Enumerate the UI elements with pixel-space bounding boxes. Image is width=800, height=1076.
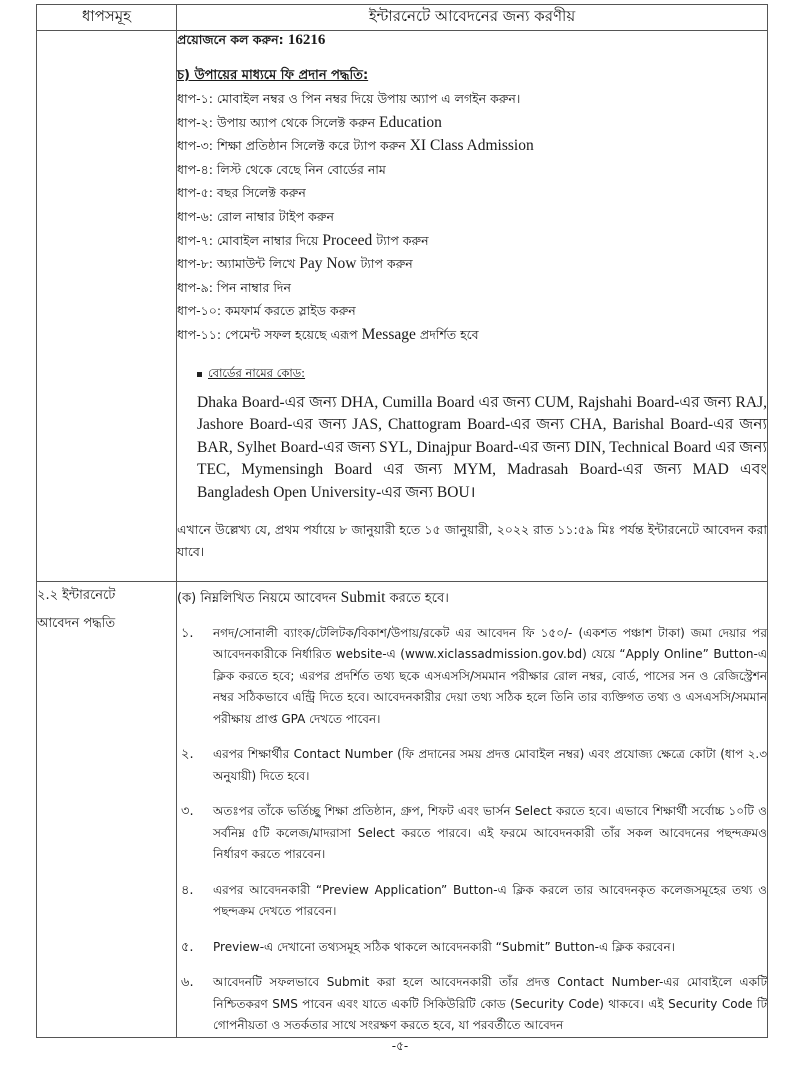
step-item: ধাপ-৩: শিক্ষা প্রতিষ্ঠান সিলেক্ট করে ট্যাপ করুন XI Class Admission: [177, 137, 534, 155]
item-number: ৫.: [181, 939, 194, 955]
procedure-item: [177, 937, 767, 959]
procedure-item: [177, 972, 767, 1037]
helpline-label: প্রয়োজনে কল করুন:: [177, 32, 288, 47]
table-row: [37, 31, 768, 582]
procedure-item: [177, 880, 767, 923]
procedure-item: [177, 623, 767, 731]
item-text: এরপর শিক্ষার্থীর Contact Number (ফি প্রদানের সময় প্রদত্ত মোবাইল নম্বর) এবং প্রযোজ্য ক্ষেত্রে কোটা (ধাপ ২.৩ অনুযায়ী) দিতে হবে।: [213, 747, 767, 783]
section-number-label: ২.২ ইন্টারনেটে: [37, 587, 116, 603]
row2-right-cell: [177, 581, 768, 1037]
item-text: আবেদনটি সফলভাবে Submit করা হলে আবেদনকারী তাঁর প্রদত্ত Contact Number-এর মোবাইলে একটি নিশ্চিতকরণ SMS পাবেন এবং যাতে একটি সিকিউরিটি কোড (Security Code) থাকবে। এই Security Code টি গোপনীয়তা ও সতর্কতার সাথে সংরক্ষণ করতে হবে, যা পরবর্তীতে আবেদন: [213, 975, 767, 1032]
step-item: ধাপ-৭: মোবাইল নাম্বার দিয়ে Proceed ট্যাপ করুন: [177, 231, 429, 249]
board-code-heading: বোর্ডের নামের কোড:: [197, 365, 767, 384]
item-number: ৩.: [181, 804, 194, 819]
section-title-label: আবেদন পদ্ধতি: [37, 615, 116, 631]
board-codes-paragraph: Dhaka Board-এর জন্য DHA, Cumilla Board এর জন্য CUM, Rajshahi Board-এর জন্য RAJ, Jashore Board-এর জন্য JAS, Chattogram Board-এর জন্য CHA, Barishal Board-এর জন্য BAR, Sylhet Board-এর জন্য SYL, Dinajpur Board-এর জন্য DIN, Technical Board এর জন্য TEC, Mymensingh Board এর জন্য MYM, Madrasah Board-এর জন্য MAD এবং Bangladesh Open University-এর জন্য BOU।: [197, 393, 767, 501]
step-item: ধাপ-১১: পেমেন্ট সফল হয়েছে এরূপ Message প্রদর্শিত হবে: [177, 325, 479, 343]
step-item: ধাপ-৪: লিস্ট থেকে বেছে নিন বোর্ডের নাম: [177, 161, 386, 177]
instructions-table: [36, 4, 768, 1038]
helpline: [177, 31, 767, 49]
header-steps: ধাপসমূহ: [37, 5, 177, 31]
item-text: Preview-এ দেখানো তথ্যসমূহ সঠিক থাকলে আবেদনকারী “Submit” Button-এ ক্লিক করবেন।: [213, 939, 675, 954]
bullet-square-icon: [197, 372, 202, 377]
item-text: এরপর আবেদনকারী “Preview Application” Button-এ ক্লিক করলে তার আবেদনকৃত কলেজসমূহের তথ্য ও পছন্দক্রম দেখতে পারবেন।: [213, 882, 767, 918]
step-item: ধাপ-৮: অ্যামাউন্ট লিখে Pay Now ট্যাপ করুন: [177, 255, 413, 273]
step-item: ধাপ-৫: বছর সিলেক্ট করুন: [177, 185, 306, 201]
item-number: ১.: [181, 625, 194, 641]
helpline-number: 16216: [287, 32, 326, 48]
item-number: ২.: [181, 747, 194, 762]
upay-payment-heading: চ) উপায়ের মাধ্যমে ফি প্রদান পদ্ধতি:: [177, 68, 369, 83]
item-text: অতঃপর তাঁকে ভর্তিচ্ছু শিক্ষা প্রতিষ্ঠান, গ্রুপ, শিফট এবং ভার্সন Select করতে হবে। এভাবে শিক্ষার্থী সর্বোচ্চ ১০টি ও সর্বনিম্ন ৫টি কলেজ/মাদরাসা Select করতে পারবে। এই ফরমে আবেদনকারী তাঁর সকল আবেদনের পছন্দক্রমও নির্ধারণ করতে পারবেন।: [213, 804, 767, 861]
submit-rule-intro: (ক) নিম্নলিখিত নিয়মে আবেদন Submit করতে হবে।: [177, 588, 449, 606]
procedure-item: [177, 744, 767, 787]
page-number: -৫-: [391, 1039, 409, 1053]
table-header-row: [37, 5, 768, 31]
step-item: ধাপ-৯: পিন নাম্বার দিন: [177, 279, 291, 295]
item-number: ৬.: [181, 975, 194, 990]
step-item: ধাপ-১: মোবাইল নম্বর ও পিন নম্বর দিয়ে উপায় অ্যাপ এ লগইন করুন।: [177, 91, 521, 106]
procedure-item: [177, 801, 767, 866]
item-number: ৪.: [181, 882, 194, 898]
step-item: ধাপ-১০: কমফার্ম করতে স্লাইড করুন: [177, 303, 356, 319]
table-row: [37, 581, 768, 1037]
row2-left-cell: [37, 581, 177, 1037]
step-item: ধাপ-২: উপায় অ্যাপ থেকে সিলেক্ট করুন Education: [177, 113, 442, 131]
upay-steps-list: [177, 87, 767, 347]
item-text: নগদ/সোনালী ব্যাংক/টেলিটক/বিকাশ/উপায়/রকেট এর আবেদন ফি ১৫০/- (একশত পঞ্চাশ টাকা) জমা দেয়ার পর আবেদনকারীকে নির্ধারিত website-এ (www.xiclassadmission.gov.bd) যেয়ে “Apply Online” Button-এ ক্লিক করতে হবে; এরপর প্রদর্শিত তথ্য ছকে এসএসসি/সমমান পরীক্ষার রোল নম্বর, বোর্ড, পাসের সন ও রেজিস্ট্রেশন নম্বর সঠিকভাবে এন্ট্রি দিতে হবে। আবেদনকারীর দেয়া তথ্য সঠিক হলে তিনি তার ব্যক্তিগত তথ্য ও এসএসসি/সমমান পরীক্ষায় প্রাপ্ত GPA দেখতে পাবেন।: [213, 625, 767, 726]
step-item: ধাপ-৬: রোল নাম্বার টাইপ করুন: [177, 208, 334, 224]
row1-right-cell: [177, 31, 768, 582]
deadline-note: এখানে উল্লেখ্য যে, প্রথম পর্যায়ে ৮ জানুয়ারী হতে ১৫ জানুয়ারী, ২০২২ রাত ১১:৫৯ মিঃ পর্যন্ত ইন্টারনেটে আবেদন করা যাবে।: [177, 521, 767, 559]
header-internet-actions: ইন্টারনেটে আবেদনের জন্য করণীয়: [177, 5, 768, 31]
row1-left-cell: [37, 31, 177, 582]
